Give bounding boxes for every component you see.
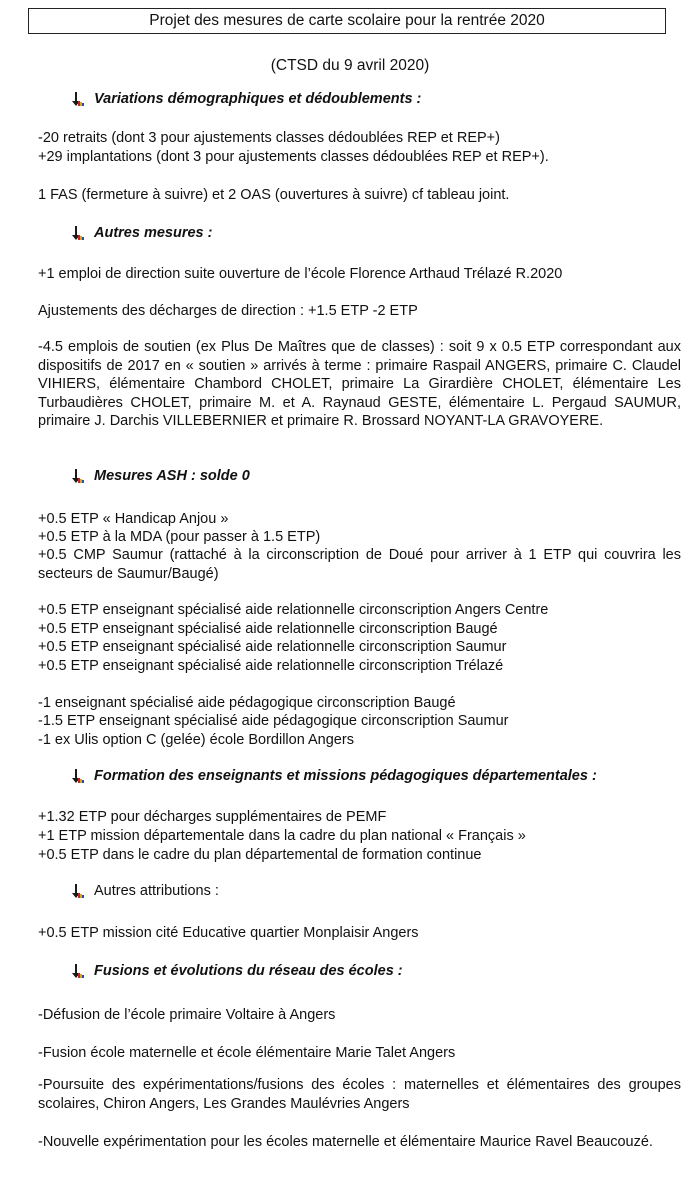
text-line: -20 retraits (dont 3 pour ajustements classes dédoublées REP et REP+) xyxy=(38,130,500,146)
text-paragraph: +0.5 CMP Saumur (rattaché à la circonscription de Doué pour arriver à 1 ETP qui couvrira les secteurs de Saumur/Baugé) xyxy=(38,547,681,582)
text-line: +0.5 ETP enseignant spécialisé aide relationnelle circonscription Baugé xyxy=(38,621,498,637)
text-line: -1 ex Ulis option C (gelée) école Bordillon Angers xyxy=(38,732,354,748)
text-line: +0.5 ETP « Handicap Anjou » xyxy=(38,511,229,527)
text-line: +1 ETP mission départementale dans la cadre du plan national « Français » xyxy=(38,828,526,844)
text-line: -1.5 ETP enseignant spécialisé aide pédagogique circonscription Saumur xyxy=(38,713,509,729)
document-subtitle: (CTSD du 9 avril 2020) xyxy=(270,57,430,74)
text-line: -Fusion école maternelle et école élémentaire Marie Talet Angers xyxy=(38,1045,456,1061)
text-paragraph: -Poursuite des expérimentations/fusions des écoles : maternelles et élémentaires des groupes scolaires, Chiron Angers, Les Grandes Maulévries Angers xyxy=(38,1077,681,1112)
section-heading-demographics: Variations démographiques et dédoublements : xyxy=(72,91,421,107)
text-line: +0.5 ETP enseignant spécialisé aide relationnelle circonscription Saumur xyxy=(38,639,507,655)
text-line: +0.5 ETP dans le cadre du plan départemental de formation continue xyxy=(38,847,482,863)
document-title: Projet des mesures de carte scolaire pour la rentrée 2020 xyxy=(28,8,666,34)
text-line: -1 enseignant spécialisé aide pédagogique circonscription Baugé xyxy=(38,695,456,711)
bullet-arrow-icon xyxy=(72,964,84,978)
text-line: 1 FAS (fermeture à suivre) et 2 OAS (ouvertures à suivre) cf tableau joint. xyxy=(38,187,510,203)
bullet-arrow-icon xyxy=(72,92,84,106)
text-line: +0.5 ETP à la MDA (pour passer à 1.5 ETP) xyxy=(38,529,321,545)
text-line: +0.5 ETP enseignant spécialisé aide relationnelle circonscription Angers Centre xyxy=(38,602,549,618)
section-heading-ash: Mesures ASH : solde 0 xyxy=(72,468,250,484)
text-line: +1.32 ETP pour décharges supplémentaires de PEMF xyxy=(38,809,387,825)
bullet-arrow-icon xyxy=(72,769,84,783)
bullet-arrow-icon xyxy=(72,226,84,240)
section-heading-other-measures: Autres mesures : xyxy=(72,225,212,241)
bullet-arrow-icon xyxy=(72,884,84,898)
text-line: -Défusion de l’école primaire Voltaire à Angers xyxy=(38,1007,336,1023)
text-line: +29 implantations (dont 3 pour ajustements classes dédoublées REP et REP+). xyxy=(38,149,549,165)
text-line: +0.5 ETP enseignant spécialisé aide relationnelle circonscription Trélazé xyxy=(38,658,504,674)
text-paragraph: -Nouvelle expérimentation pour les écoles maternelle et élémentaire Maurice Ravel Beaucouzé. xyxy=(38,1134,653,1150)
section-heading-teacher-training: Formation des enseignants et missions pédagogiques départementales : xyxy=(72,768,597,784)
section-heading-other-allocations: Autres attributions : xyxy=(72,883,219,899)
text-line: +0.5 ETP mission cité Educative quartier Monplaisir Angers xyxy=(38,925,419,941)
text-paragraph: -4.5 emplois de soutien (ex Plus De Maîtres que de classes) : soit 9 x 0.5 ETP correspondant aux dispositifs de 2017 en « soutien » arrivés à terme : primaire Raspail ANGERS, primaire C. Claudel VIHIERS, élémentaire Chambord CHOLET, primaire La Girardière CHOLET, élémentaire Les Turbaudières CHOLET, primaire M. et A. Raynaud GESTE, élémentaire L. Pergaud SAUMUR, primaire J. Darchis VILLEBERNIER et primaire R. Brossard NOYANT-LA GRAVOYERE. xyxy=(38,339,681,429)
text-line: +1 emploi de direction suite ouverture de l’école Florence Arthaud Trélazé R.2020 xyxy=(38,266,563,282)
bullet-arrow-icon xyxy=(72,469,84,483)
section-heading-school-network: Fusions et évolutions du réseau des écoles : xyxy=(72,963,403,979)
text-line: Ajustements des décharges de direction : +1.5 ETP -2 ETP xyxy=(38,303,418,319)
